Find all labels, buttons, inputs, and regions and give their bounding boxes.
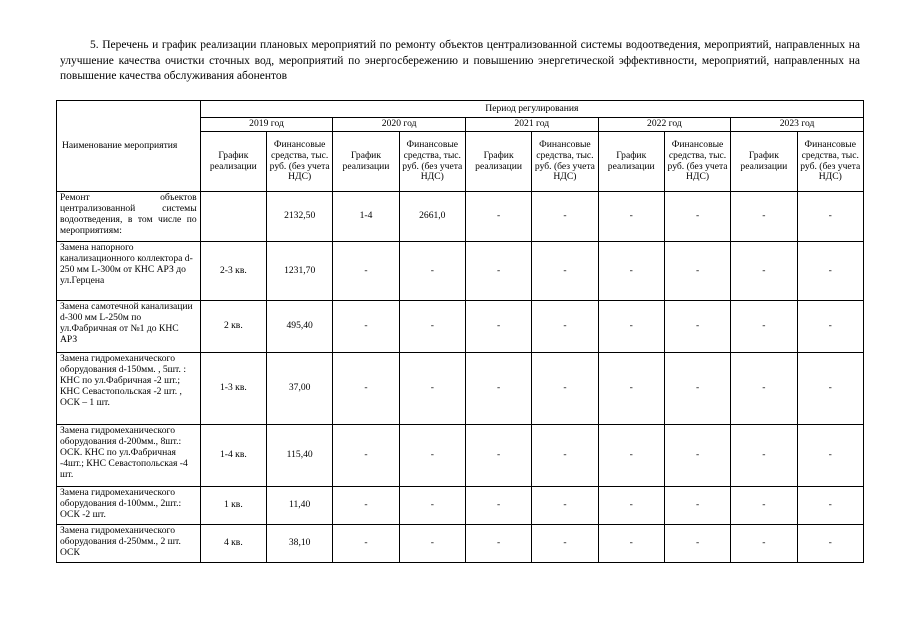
finance-cell: 1231,70 <box>267 242 333 301</box>
finance-cell: - <box>664 487 730 525</box>
name-column-header: Наименование мероприятия <box>57 101 201 192</box>
finance-cell: 495,40 <box>267 301 333 353</box>
activity-name: Замена самотечной канализации d-300 мм L-250м по ул.Фабричная от №1 до КНС АРЗ <box>57 301 201 353</box>
schedule-cell <box>200 192 266 242</box>
year-header: 2022 год <box>598 118 731 132</box>
finance-cell: 37,00 <box>267 353 333 425</box>
finance-cell: 11,40 <box>267 487 333 525</box>
schedule-cell: 4 кв. <box>200 525 266 563</box>
activity-name: Замена гидромеханического оборудования d-250мм., 2 шт. ОСК <box>57 525 201 563</box>
schedule-column-header: График реализации <box>200 132 266 192</box>
finance-cell: - <box>532 242 598 301</box>
plan-table-body <box>57 192 864 563</box>
period-header: Период регулирования <box>200 101 863 118</box>
finance-cell: - <box>399 353 465 425</box>
table-row <box>57 425 864 487</box>
finance-cell: - <box>797 242 863 301</box>
schedule-cell: - <box>333 425 399 487</box>
schedule-cell: - <box>333 353 399 425</box>
finance-cell: - <box>797 487 863 525</box>
schedule-cell: - <box>598 425 664 487</box>
schedule-cell: 2-3 кв. <box>200 242 266 301</box>
plan-table <box>56 100 864 563</box>
schedule-column-header: График реализации <box>731 132 797 192</box>
schedule-cell: - <box>465 525 531 563</box>
finance-cell: - <box>664 301 730 353</box>
schedule-cell: - <box>731 525 797 563</box>
schedule-cell: - <box>465 487 531 525</box>
table-row <box>57 487 864 525</box>
table-row <box>57 242 864 301</box>
schedule-cell: - <box>598 353 664 425</box>
finance-cell: - <box>797 301 863 353</box>
activity-name: Замена гидромеханического оборудования d-200мм., 8шт.: ОСК. КНС по ул.Фабричная -4шт.; КНС Севастопольская -4 шт. <box>57 425 201 487</box>
finance-cell: - <box>664 192 730 242</box>
schedule-cell: - <box>333 242 399 301</box>
finance-cell: - <box>399 242 465 301</box>
schedule-column-header: График реализации <box>333 132 399 192</box>
schedule-cell: - <box>333 487 399 525</box>
schedule-column-header: График реализации <box>465 132 531 192</box>
finance-cell: - <box>797 525 863 563</box>
finance-cell: - <box>532 192 598 242</box>
finance-cell: - <box>797 353 863 425</box>
schedule-cell: - <box>465 301 531 353</box>
finance-cell: - <box>532 425 598 487</box>
schedule-column-header: График реализации <box>598 132 664 192</box>
finance-column-header: Финансовые средства, тыс. руб. (без учета НДС) <box>532 132 598 192</box>
schedule-cell: - <box>333 525 399 563</box>
finance-cell: - <box>797 192 863 242</box>
schedule-cell: 1-4 кв. <box>200 425 266 487</box>
finance-column-header: Финансовые средства, тыс. руб. (без учета НДС) <box>399 132 465 192</box>
schedule-cell: - <box>598 525 664 563</box>
year-header: 2021 год <box>465 118 598 132</box>
schedule-cell: 2 кв. <box>200 301 266 353</box>
finance-cell: - <box>664 242 730 301</box>
activity-name: Замена напорного канализационного коллектора d-250 мм L-300м от КНС АРЗ до ул.Герцена <box>57 242 201 301</box>
finance-cell: - <box>399 301 465 353</box>
table-row <box>57 192 864 242</box>
finance-cell: - <box>532 353 598 425</box>
section-title: Перечень и график реализации плановых мероприятий по ремонту объектов централизованной системы водоотведения, мероприятий, направленных на улучшение качества очистки сточных вод, мероприятий по энергосбережению и повышению энергетической эффективности, мероприятий, направленных на повышение качества обслуживания абонентов <box>60 39 860 82</box>
activity-name: Замена гидромеханического оборудования d-100мм., 2шт.: ОСК -2 шт. <box>57 487 201 525</box>
schedule-cell: - <box>731 425 797 487</box>
schedule-cell: - <box>333 301 399 353</box>
section-heading <box>60 38 860 85</box>
schedule-cell: - <box>465 425 531 487</box>
schedule-cell: - <box>731 487 797 525</box>
finance-cell: - <box>532 487 598 525</box>
finance-cell: - <box>532 301 598 353</box>
schedule-cell: - <box>598 487 664 525</box>
schedule-cell: - <box>598 242 664 301</box>
section-number: 5. <box>90 39 99 51</box>
schedule-cell: 1 кв. <box>200 487 266 525</box>
finance-column-header: Финансовые средства, тыс. руб. (без учета НДС) <box>267 132 333 192</box>
activity-name: Ремонт объектов централизованной системы водоотведения, в том числе по мероприятиям: <box>57 192 201 242</box>
schedule-cell: - <box>731 192 797 242</box>
finance-cell: - <box>399 487 465 525</box>
finance-cell: - <box>664 525 730 563</box>
finance-cell: 115,40 <box>267 425 333 487</box>
finance-column-header: Финансовые средства, тыс. руб. (без учета НДС) <box>797 132 863 192</box>
finance-column-header: Финансовые средства, тыс. руб. (без учета НДС) <box>664 132 730 192</box>
schedule-cell: - <box>465 242 531 301</box>
finance-cell: 2661,0 <box>399 192 465 242</box>
schedule-cell: - <box>465 353 531 425</box>
schedule-cell: - <box>465 192 531 242</box>
finance-cell: - <box>664 425 730 487</box>
schedule-cell: 1-3 кв. <box>200 353 266 425</box>
schedule-cell: - <box>731 301 797 353</box>
finance-cell: 2132,50 <box>267 192 333 242</box>
finance-cell: - <box>532 525 598 563</box>
schedule-cell: - <box>731 242 797 301</box>
finance-cell: - <box>797 425 863 487</box>
table-row <box>57 525 864 563</box>
finance-cell: - <box>399 525 465 563</box>
year-header: 2019 год <box>200 118 333 132</box>
schedule-cell: - <box>731 353 797 425</box>
schedule-cell: - <box>598 301 664 353</box>
table-row <box>57 353 864 425</box>
finance-cell: - <box>664 353 730 425</box>
activity-name: Замена гидромеханического оборудования d-150мм. , 5шт. : КНС по ул.Фабричная -2 шт.; КНС Севастопольская -2 шт. , ОСК – 1 шт. <box>57 353 201 425</box>
schedule-cell: - <box>598 192 664 242</box>
year-header: 2023 год <box>731 118 864 132</box>
year-header: 2020 год <box>333 118 466 132</box>
finance-cell: - <box>399 425 465 487</box>
schedule-cell: 1-4 <box>333 192 399 242</box>
table-row <box>57 301 864 353</box>
finance-cell: 38,10 <box>267 525 333 563</box>
